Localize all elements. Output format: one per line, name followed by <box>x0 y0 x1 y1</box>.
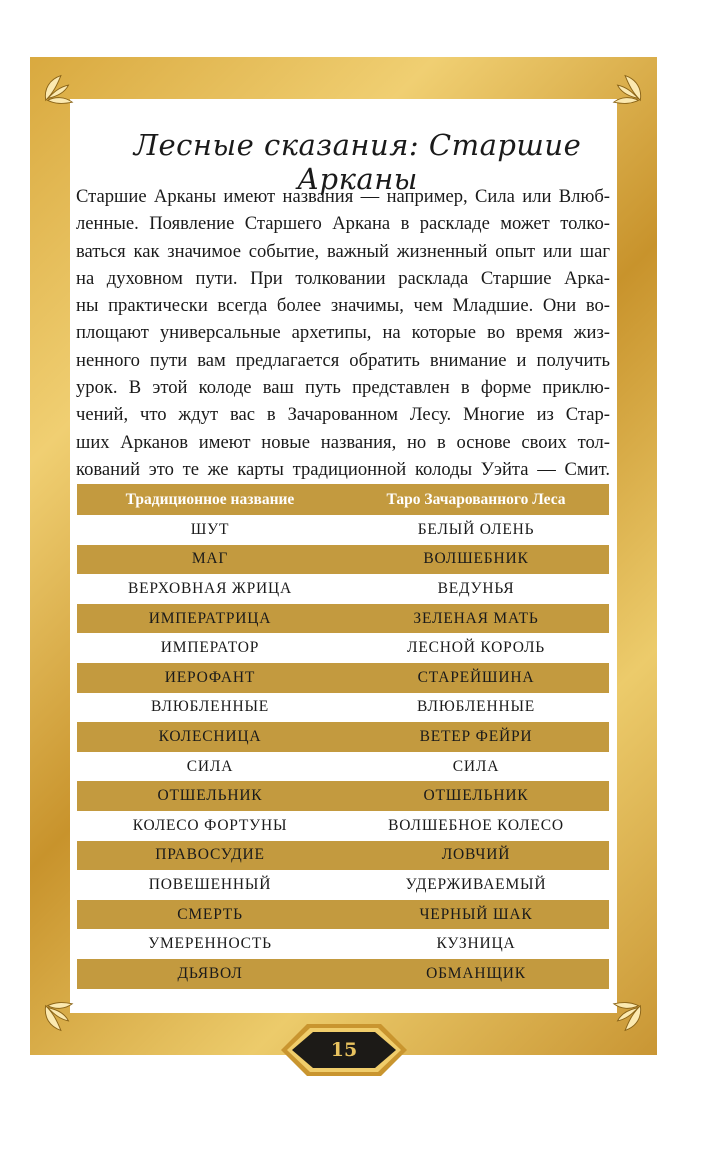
paragraph-line: чений, что ждут вас в Зачарованном Лесу. Многие из Стар- <box>76 404 610 426</box>
traditional-name-cell: ВЛЮБЛЕННЫЕ <box>150 698 270 716</box>
leaf-ornament-icon <box>608 68 646 106</box>
page-title: Лесные сказания: Старшие Арканы <box>133 128 582 196</box>
enchanted-name-cell: ЧЕРНЫЙ ШАК <box>419 905 533 923</box>
traditional-name-cell: ДЬЯВОЛ <box>177 964 243 982</box>
enchanted-name-cell: УДЕРЖИВАЕМЫЙ <box>405 875 547 893</box>
paragraph-line: урок. В этой колоде ваш путь представлен в форме приклю- <box>76 377 610 399</box>
enchanted-name-cell: ВЕТЕР ФЕЙРИ <box>419 727 533 745</box>
traditional-name-cell: КОЛЕСО ФОРТУНЫ <box>132 816 288 834</box>
intro-paragraph <box>76 183 610 483</box>
table-row <box>77 574 609 604</box>
table-row <box>77 722 609 752</box>
paragraph-line: площают универсальные архетипы, на которые во время жиз- <box>76 322 610 344</box>
enchanted-name-cell: СИЛА <box>452 757 500 775</box>
enchanted-name-cell: ЛЕСНОЙ КОРОЛЬ <box>407 639 545 657</box>
table-row <box>77 959 609 989</box>
enchanted-name-cell: СТАРЕЙШИНА <box>417 668 535 686</box>
table-row <box>77 633 609 663</box>
traditional-name-cell: ВЕРХОВНАЯ ЖРИЦА <box>128 579 292 597</box>
enchanted-name-cell: КУЗНИЦА <box>436 935 516 953</box>
paragraph-line: ненного пути вам предлагается обратить внимание и получить <box>76 349 610 371</box>
paragraph-line: ших Арканов имеют новые названия, но в основе своих тол- <box>76 431 610 453</box>
leaf-ornament-icon <box>608 1000 646 1038</box>
traditional-name-cell: ОТШЕЛЬНИК <box>157 787 263 805</box>
paragraph-line: ны практически всегда более значимы, чем Младшие. Они во- <box>76 295 610 317</box>
traditional-name-cell: ИМПЕРАТОР <box>160 639 260 657</box>
traditional-name-cell: СИЛА <box>186 757 234 775</box>
traditional-name-cell: СМЕРТЬ <box>177 905 243 923</box>
table-row <box>77 870 609 900</box>
page-number: 15 <box>330 1039 358 1061</box>
table-row <box>77 781 609 811</box>
table-row <box>77 663 609 693</box>
enchanted-name-cell: ЛОВЧИЙ <box>441 846 511 864</box>
traditional-name-cell: ШУТ <box>190 520 230 538</box>
paragraph-line: ваться как значимое событие, важный жизненный опыт или шаг <box>76 240 610 262</box>
paragraph-line: кований это те же карты традиционной колоды Уэйта — Смит. <box>76 458 610 480</box>
table-row <box>77 929 609 959</box>
table-header-row <box>77 484 609 515</box>
traditional-name-cell: МАГ <box>191 550 229 568</box>
table-row <box>77 545 609 575</box>
traditional-name-cell: КОЛЕСНИЦА <box>158 727 262 745</box>
enchanted-name-cell: ВЛЮБЛЕННЫЕ <box>416 698 536 716</box>
table-row <box>77 900 609 930</box>
paragraph-line: ленные. Появление Старшего Аркана в раскладе может толко- <box>76 213 610 235</box>
traditional-name-cell: ИЕРОФАНТ <box>164 668 256 686</box>
paragraph-line: на духовном пути. При толковании расклада Старшие Арка- <box>76 267 610 289</box>
traditional-name-cell: ПРАВОСУДИЕ <box>155 846 265 864</box>
traditional-name-cell: УМЕРЕННОСТЬ <box>148 935 272 953</box>
traditional-name-cell: ИМПЕРАТРИЦА <box>148 609 272 627</box>
arcana-table <box>77 484 609 989</box>
table-row <box>77 515 609 545</box>
table-header-traditional: Традиционное название <box>125 490 295 508</box>
enchanted-name-cell: ВЕДУНЬЯ <box>437 579 515 597</box>
leaf-ornament-icon <box>40 68 78 106</box>
enchanted-name-cell: ОТШЕЛЬНИК <box>423 787 529 805</box>
table-row <box>77 841 609 871</box>
enchanted-name-cell: ВОЛШЕБНИК <box>423 550 529 568</box>
enchanted-name-cell: ОБМАНЩИК <box>426 964 526 982</box>
traditional-name-cell: ПОВЕШЕННЫЙ <box>148 875 272 893</box>
table-row <box>77 752 609 782</box>
table-row <box>77 604 609 634</box>
leaf-ornament-icon <box>40 1000 78 1038</box>
table-row <box>77 811 609 841</box>
enchanted-name-cell: ЗЕЛЕНАЯ МАТЬ <box>413 609 539 627</box>
table-header-enchanted: Таро Зачарованного Леса <box>386 490 566 508</box>
enchanted-name-cell: ВОЛШЕБНОЕ КОЛЕСО <box>388 816 564 834</box>
paragraph-line: Старшие Арканы имеют названия — например, Сила или Влюб- <box>76 186 610 207</box>
table-row <box>77 693 609 723</box>
enchanted-name-cell: БЕЛЫЙ ОЛЕНЬ <box>417 520 535 538</box>
